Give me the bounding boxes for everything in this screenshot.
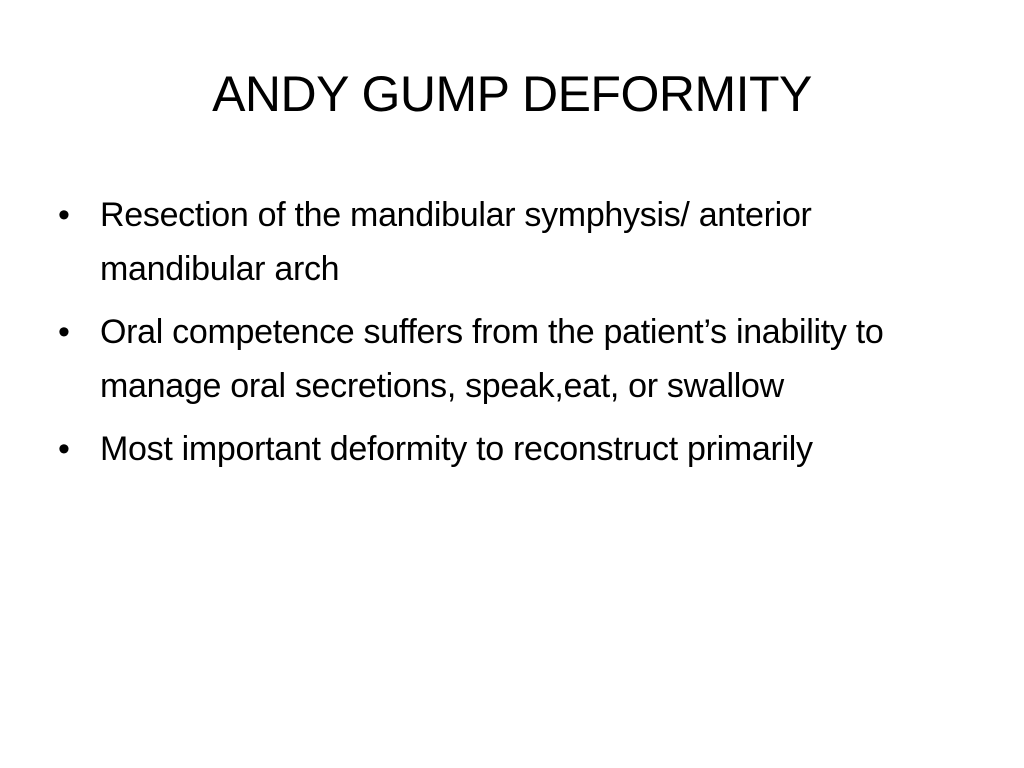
bullet-list (58, 188, 978, 485)
bullet-text: Most important deformity to reconstruct primarily (100, 430, 813, 468)
bullet-item (58, 422, 978, 476)
bullet-icon: • (58, 313, 70, 351)
bullet-item (58, 188, 978, 296)
slide-title: ANDY GUMP DEFORMITY (212, 66, 812, 122)
bullet-icon: • (58, 196, 70, 234)
bullet-icon: • (58, 430, 70, 468)
bullet-text: Oral competence suffers from the patient’s inability to manage oral secretions, speak,eat, or swallow (100, 313, 884, 405)
bullet-text: Resection of the mandibular symphysis/ anterior mandibular arch (100, 196, 812, 288)
bullet-item (58, 305, 978, 413)
